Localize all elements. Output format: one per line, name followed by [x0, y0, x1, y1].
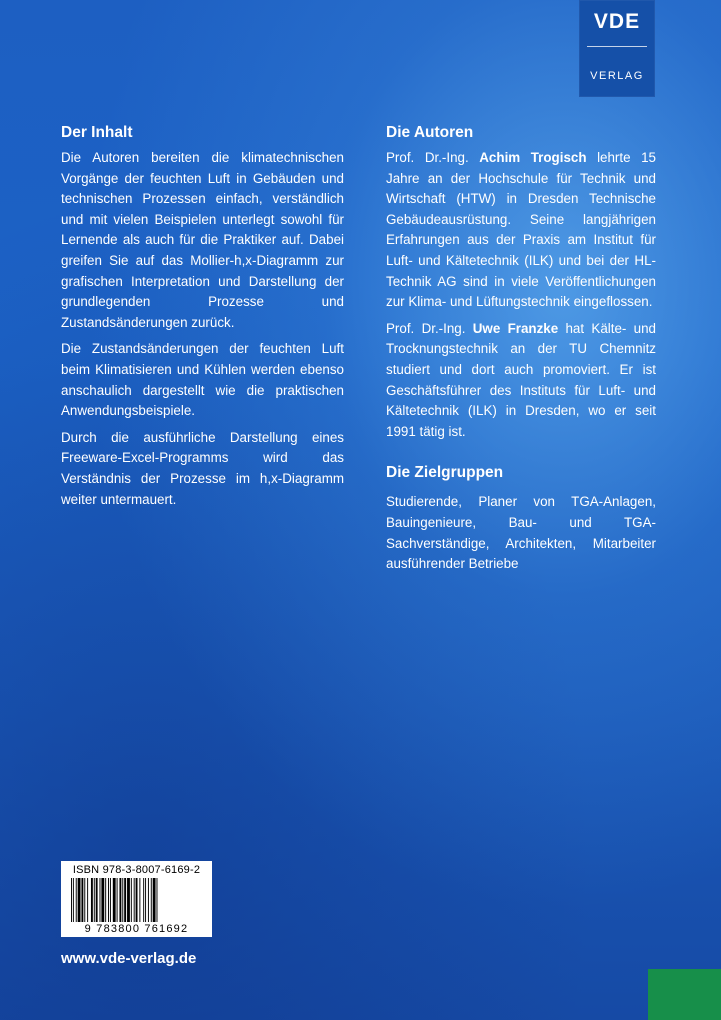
author-bio-1 — [386, 148, 656, 313]
vde-brand-text: VDE — [593, 10, 641, 33]
zielgruppen-text: Studierende, Planer von TGA-Anlagen, Bauingenieure, Bau- und TGA-Sachverständige, Architekten, Mitarbeiter ausführender Betriebe — [386, 494, 656, 572]
isbn-digits: 9 783800 761692 — [84, 923, 189, 935]
vde-verlag-logo — [579, 0, 655, 97]
inhalt-paragraph-2: Die Zustandsänderungen der feuchten Luft beim Klimatisieren und Kühlen werden ebenso anschaulich dargestellt wie die praktischen Anwendungsbeispiele. — [61, 341, 344, 419]
green-corner-accent — [648, 969, 721, 1020]
author-1-bio: lehrte 15 Jahre an der Hochschule für Technik und Wirtschaft (HTW) in Dresden Technische Gebäudeausrüstung. Seine langjährigen Erfahrungen aus der Praxis am Institut für Luft- und Kältetechnik (ILK) und bei der HL-Technik AG sind in viele Veröffentlichungen zur Klima- und Lüftungstechnik eingeflossen. — [386, 150, 656, 310]
heading-autoren: Die Autoren — [386, 124, 474, 141]
barcode-icon — [71, 878, 202, 922]
author-1-title: Prof. Dr.-Ing. — [386, 150, 480, 165]
website-url[interactable]: www.vde-verlag.de — [61, 950, 197, 967]
heading-zielgruppen: Die Zielgruppen — [386, 464, 504, 482]
content-column — [61, 122, 344, 516]
heading-inhalt: Der Inhalt — [61, 124, 133, 141]
author-2-name: Uwe Franzke — [472, 320, 559, 336]
isbn-label: ISBN 978-3-8007-6169-2 — [72, 864, 201, 876]
logo-divider — [587, 46, 647, 47]
isbn-barcode-box — [61, 861, 212, 937]
author-1-name: Achim Trogisch — [479, 150, 587, 165]
author-2-bio: hat Kälte- und Trocknungstechnik an der TU Chemnitz studiert und dort auch promoviert. Er ist Geschäftsführer des Instituts für Luft- und Kältetechnik (ILK) in Dresden, wo er seit 1991 tätig ist. — [386, 320, 656, 439]
author-bio-2 — [386, 319, 656, 443]
inhalt-paragraph-3: Durch die ausführliche Darstellung eines Freeware-Excel-Programms wird das Verständnis der Prozesse im h,x-Diagramm weiter untermauert. — [61, 429, 344, 507]
author-2-title: Prof. Dr.-Ing. — [386, 320, 473, 336]
verlag-text: VERLAG — [590, 70, 644, 82]
inhalt-paragraph-1: Die Autoren bereiten die klimatechnischen Vorgänge der feuchten Luft in Gebäuden und technischen Prozessen einfach, verständlich und mit vielen Beispielen unterlegt sowohl für Lernende als auch für die Praktiker auf. Dabei greifen Sie auf das Mollier-h,x-Diagramm zur grafischen Interpretation und Darstellung der grundlegenden Prozesse und Zustandsänderungen zurück. — [61, 150, 344, 330]
authors-column — [386, 122, 656, 581]
